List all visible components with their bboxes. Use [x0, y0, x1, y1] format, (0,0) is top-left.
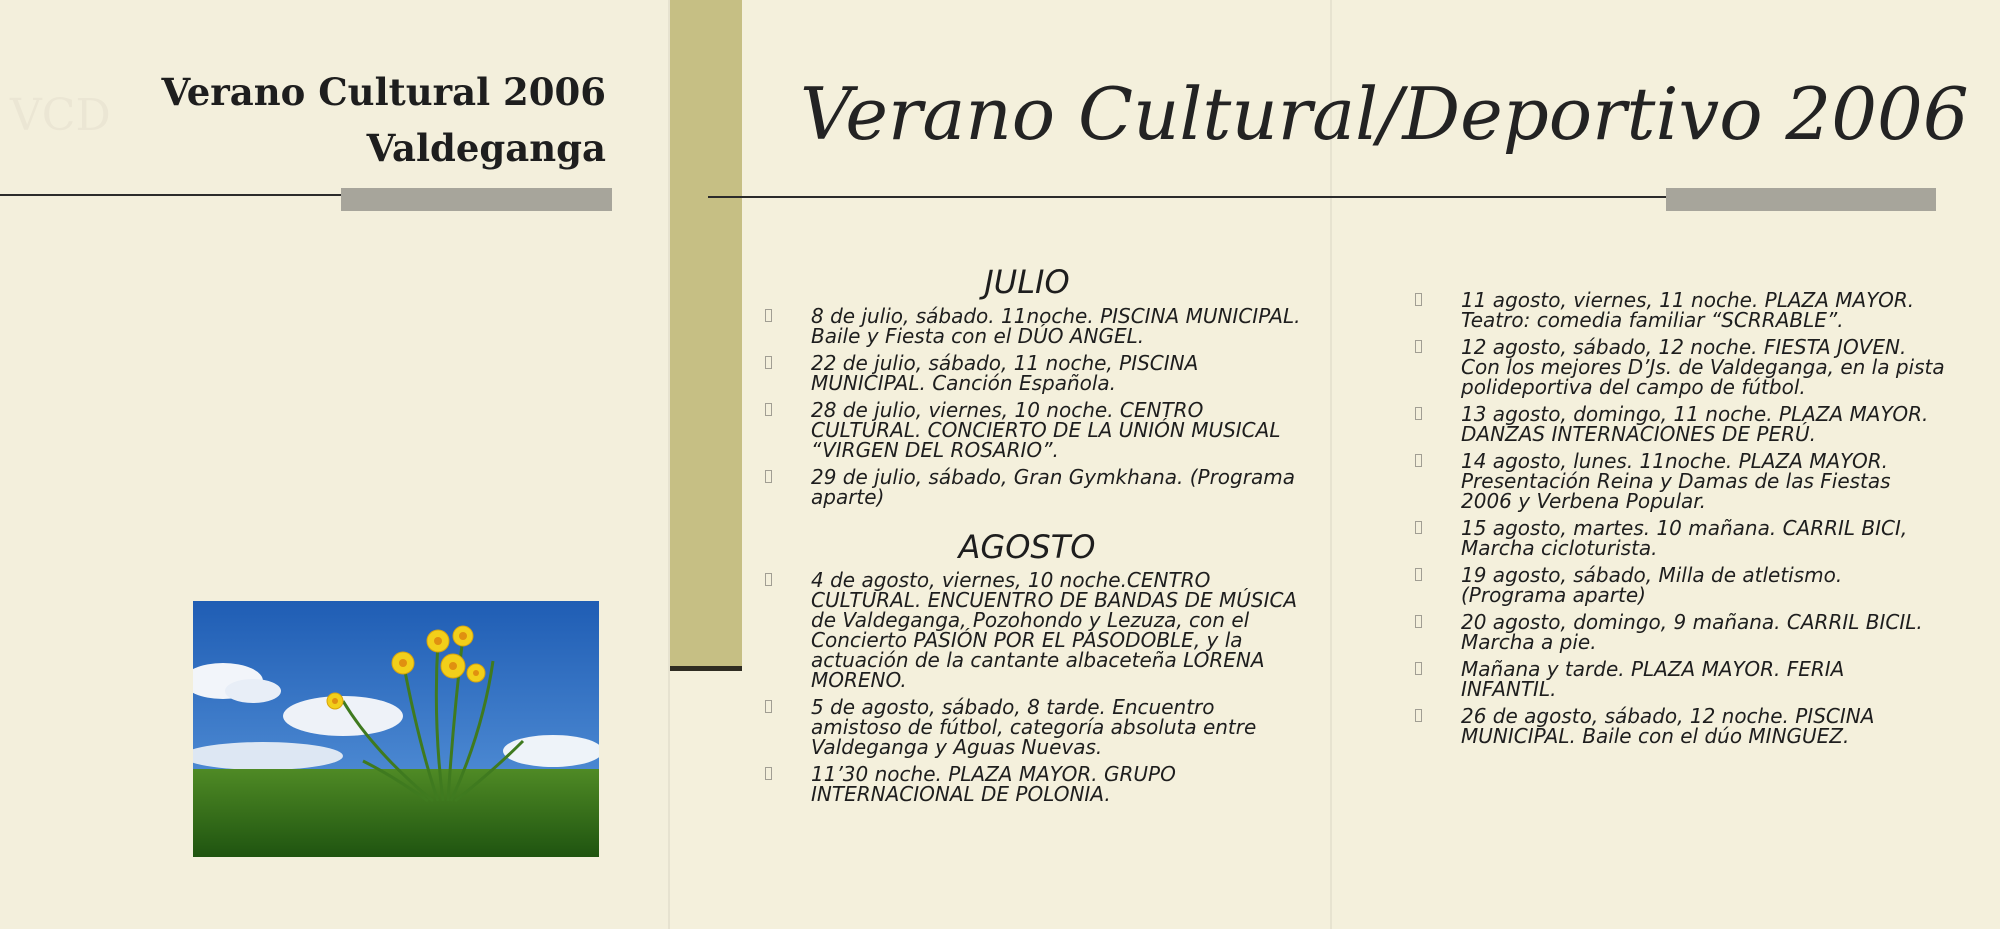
month-heading-julio: JULIO [984, 263, 1070, 301]
bullet-icon [1415, 521, 1422, 534]
bullet-icon [765, 573, 772, 586]
bullet-icon [765, 309, 772, 322]
event-item: 11 agosto, viernes, 11 noche. PLAZA MAYOR. Teatro: comedia familiar “SCRRABLE”. [1461, 290, 1945, 330]
event-item: 29 de julio, sábado, Gran Gymkhana. (Programa aparte) [811, 467, 1311, 507]
bullet-icon [765, 470, 772, 483]
event-item: 4 de agosto, viernes, 10 noche.CENTRO CULTURAL. ENCUENTRO DE BANDAS DE MÚSICA de Valdeganga, Pozohondo y Lezuza, con el Concierto PASIÓN POR EL PASODOBLE, y la actuación de la cantante albaceteña LORENA MORENO. [811, 570, 1311, 690]
bullet-icon [1415, 662, 1422, 675]
gray-accent-bar [341, 188, 612, 211]
bullet-icon [765, 767, 772, 780]
left-title-line2: Valdeganga [366, 126, 606, 170]
bullet-icon [765, 356, 772, 369]
event-item: 15 agosto, martes. 10 mañana. CARRIL BICI, Marcha cicloturista. [1461, 518, 1945, 558]
month-heading-agosto: AGOSTO [958, 528, 1096, 566]
event-item: 19 agosto, sábado, Milla de atletismo. (Programa aparte) [1461, 565, 1945, 605]
olive-band-edge [670, 666, 742, 671]
bullet-icon [1415, 407, 1422, 420]
event-item: 28 de julio, viernes, 10 noche. CENTRO CULTURAL. CONCIERTO DE LA UNIÓN MUSICAL “VIRGEN DEL ROSARIO”. [811, 400, 1311, 460]
event-list-agosto-continued [1461, 290, 1945, 753]
event-item: 8 de julio, sábado. 11noche. PISCINA MUNICIPAL. Baile y Fiesta con el DÚO ANGEL. [811, 306, 1311, 346]
event-item: 11’30 noche. PLAZA MAYOR. GRUPO INTERNACIONAL DE POLONIA. [811, 764, 1311, 804]
bullet-icon [1415, 293, 1422, 306]
bullet-icon [1415, 615, 1422, 628]
event-item: 13 agosto, domingo, 11 noche. PLAZA MAYOR. DANZAS INTERNACIONES DE PERÚ. [1461, 404, 1945, 444]
event-item: 22 de julio, sábado, 11 noche, PISCINA MUNICIPAL. Canción Española. [811, 353, 1311, 393]
bullet-icon [1415, 454, 1422, 467]
event-list-julio [811, 306, 1311, 514]
bullet-icon [1415, 340, 1422, 353]
bullet-icon [765, 700, 772, 713]
event-item: Mañana y tarde. PLAZA MAYOR. FERIA INFANTIL. [1461, 659, 1945, 699]
left-title-line1: Verano Cultural 2006 [161, 70, 606, 114]
show-through-text: VCD [10, 90, 111, 141]
gray-accent-bar [1666, 188, 1936, 211]
bullet-icon [765, 403, 772, 416]
main-title: Verano Cultural/Deportivo 2006 [800, 72, 1969, 156]
bullet-icon [1415, 568, 1422, 581]
bullet-icon [1415, 709, 1422, 722]
event-item: 14 agosto, lunes. 11noche. PLAZA MAYOR. Presentación Reina y Damas de las Fiestas 2006 y Verbena Popular. [1461, 451, 1945, 511]
daffodils-photo [193, 601, 599, 857]
event-list-agosto [811, 570, 1311, 811]
event-item: 5 de agosto, sábado, 8 tarde. Encuentro amistoso de fútbol, categoría absoluta entre Valdeganga y Aguas Nuevas. [811, 697, 1311, 757]
event-item: 12 agosto, sábado, 12 noche. FIESTA JOVEN. Con los mejores D’Js. de Valdeganga, en la pista polideportiva del campo de fútbol. [1461, 337, 1945, 397]
event-item: 20 agosto, domingo, 9 mañana. CARRIL BICIL. Marcha a pie. [1461, 612, 1945, 652]
event-item: 26 de agosto, sábado, 12 noche. PISCINA MUNICIPAL. Baile con el dúo MINGUEZ. [1461, 706, 1945, 746]
olive-band [670, 0, 742, 668]
